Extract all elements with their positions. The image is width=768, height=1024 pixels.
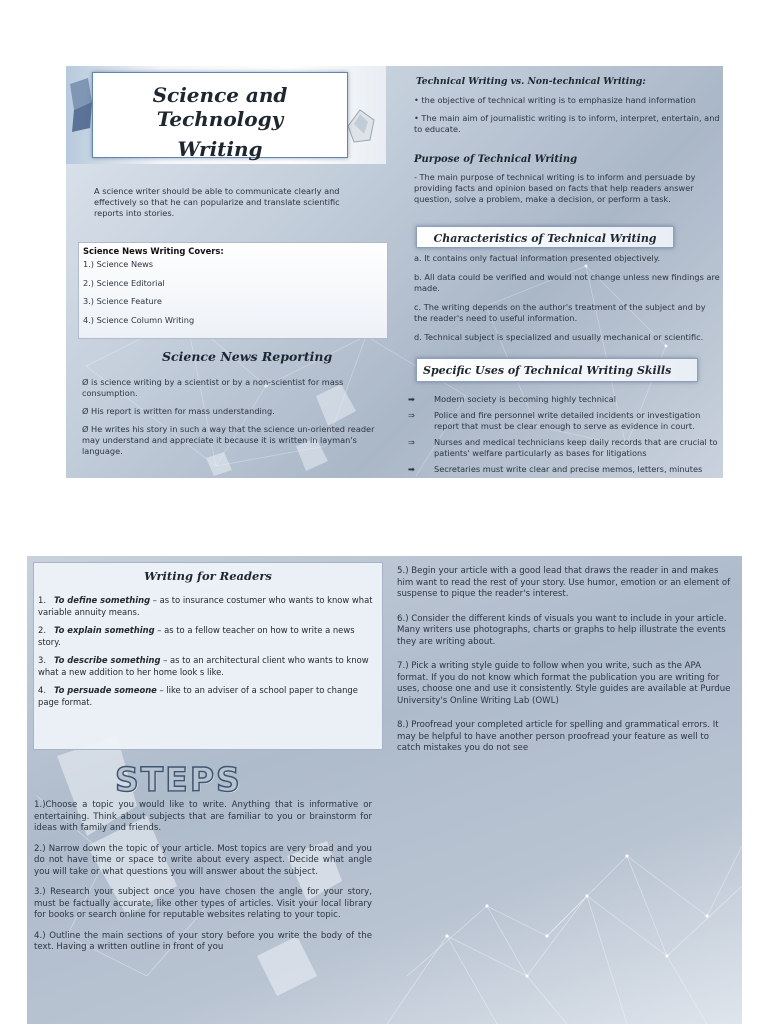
- title-box: [92, 72, 348, 161]
- tech-vs-non-list: [414, 95, 720, 142]
- uses-item-text: Nurses and medical technicians keep daily records that are crucial to patients' welfare particularly as bases for litigations: [434, 437, 718, 458]
- step-item: 3.) Research your subject once you have chosen the angle for your story, must be factually accurate, like other types of articles. Visit your local library for books or search online for reputable websites relating to your topic.: [34, 887, 372, 920]
- uses-item: [408, 464, 718, 475]
- step-item: 5.) Begin your article with a good lead that draws the reader in and makes him want to read the rest of your story. Use humor, emotion or an element of suspense to pique the reader's interest.: [397, 566, 731, 599]
- brochure-page-2: [27, 556, 742, 1024]
- covers-box: [78, 242, 388, 339]
- writing-for-readers-heading: Writing for Readers: [144, 569, 272, 583]
- uses-item: [408, 410, 718, 432]
- characteristic-item: d. Technical subject is specialized and usually mechanical or scientific.: [414, 332, 704, 342]
- steps-right-column: [397, 566, 735, 768]
- reporting-item: Ø He writes his story in such a way that the science un-oriented reader may understand and appreciate it because it is written in layman's language.: [82, 424, 375, 456]
- readers-item-purpose: To describe something: [54, 655, 161, 665]
- covers-item: 1.) Science News: [83, 259, 154, 269]
- covers-heading: Science News Writing Covers:: [83, 246, 224, 256]
- readers-item-text: – as to insurance costumer who wants to know what variable annuity means.: [38, 595, 373, 617]
- step-item: 8.) Proofread your completed article for spelling and grammatical errors. It may be helpful to have another person proofread your feature as well to catch mistakes you do not see: [397, 720, 719, 753]
- uses-item-text: Secretaries must write clear and precise memos, letters, minutes: [434, 464, 703, 474]
- crystal-icon: [344, 106, 378, 146]
- uses-heading-box: [416, 358, 698, 382]
- characteristics-heading: Characteristics of Technical Writing: [433, 232, 657, 245]
- reporting-list: [82, 377, 384, 464]
- readers-item-text: – like to an adviser of a school paper to change page format.: [38, 685, 358, 707]
- arrow-icon: ➡: [408, 464, 415, 474]
- uses-heading: Specific Uses of Technical Writing Skills: [423, 364, 672, 377]
- purpose-text: - The main purpose of technical writing is to inform and persuade by providing facts and opinion based on facts that help readers answer question, solve a problem, make a decision, or perform a task.: [414, 172, 696, 204]
- readers-item: [38, 595, 378, 618]
- intro-paragraph: A science writer should be able to communicate clearly and effectively so that he can popularize and translate scientific reports into stories.: [94, 186, 340, 218]
- characteristics-list: [414, 253, 720, 351]
- title-line-1: Science and Technology: [152, 83, 288, 131]
- step-item: 1.)Choose a topic you would like to write. Anything that is informative or entertaining. Think about subjects that are familiar to you or brainstorm for ideas with family and friends.: [34, 800, 372, 833]
- covers-item: 3.) Science Feature: [83, 296, 162, 306]
- readers-item-number: 4.: [38, 685, 46, 695]
- reporting-item: Ø His report is written for mass understanding.: [82, 406, 275, 416]
- arrow-icon: ⇒: [408, 410, 415, 420]
- title-line-2: Writing: [177, 137, 263, 161]
- tech-vs-non-item: • the objective of technical writing is to emphasize hand information: [414, 95, 696, 105]
- cube-icon: [66, 74, 94, 134]
- readers-item: [38, 685, 378, 708]
- characteristics-heading-box: [416, 226, 674, 248]
- uses-item-text: Modern society is becoming highly technical: [434, 394, 616, 404]
- readers-item-number: 3.: [38, 655, 46, 665]
- covers-list: [79, 257, 387, 335]
- steps-left-column: [34, 800, 372, 963]
- uses-list: [408, 394, 718, 478]
- reporting-heading: Science News Reporting: [162, 349, 333, 364]
- readers-item-text: – as to an architectural client who wants to know what a new addition to her home look s like.: [38, 655, 369, 677]
- readers-item-number: 2.: [38, 625, 46, 635]
- writing-for-readers-box: [33, 562, 383, 750]
- step-item: 6.) Consider the different kinds of visuals you want to include in your article. Many writers use photographs, charts or graphs to help illustrate the events they are writing about.: [397, 613, 727, 647]
- readers-item: [38, 655, 378, 678]
- tech-vs-non-heading: Technical Writing vs. Non-technical Writing:: [416, 76, 646, 87]
- step-item: 4.) Outline the main sections of your story before you write the body of the text. Having a written outline in front of you: [34, 930, 372, 952]
- readers-item-purpose: To define something: [54, 595, 151, 605]
- readers-item-text: – as to a fellow teacher on how to write a news story.: [38, 625, 355, 647]
- purpose-heading: Purpose of Technical Writing: [414, 154, 578, 165]
- readers-item-purpose: To explain something: [54, 625, 155, 635]
- tech-vs-non-item: • The main aim of journalistic writing is to inform, interpret, entertain, and to educate.: [414, 113, 720, 134]
- steps-title: STEPS: [115, 760, 242, 799]
- covers-item: 4.) Science Column Writing: [83, 314, 195, 325]
- uses-item: [408, 437, 718, 459]
- characteristic-item: a. It contains only factual information presented objectively.: [414, 253, 661, 263]
- characteristic-item: c. The writing depends on the author's treatment of the subject and by the reader's need to useful information.: [414, 302, 706, 323]
- reporting-item: Ø is science writing by a scientist or by a non-scientist for mass consumption.: [82, 377, 344, 398]
- uses-item: [408, 394, 718, 405]
- covers-item: 2.) Science Editorial: [83, 277, 165, 288]
- readers-item-purpose: To persuade someone: [54, 685, 157, 695]
- step-item: 2.) Narrow down the topic of your article. Most topics are very broad and you do not have time or space to write about every aspect. Decide what angle you will take or what questions you will answer about the subject.: [34, 843, 372, 877]
- readers-item: [38, 625, 378, 648]
- arrow-icon: ➡: [408, 394, 415, 404]
- step-item: 7.) Pick a writing style guide to follow when you write, such as the APA format. If you do not know which format the publication you are writing for uses, choose one and use it consistently. Style guides are available at Purdue University's Online Writing Lab (OWL): [397, 661, 731, 706]
- brochure-page-1: [66, 66, 723, 478]
- writing-for-readers-list: [34, 595, 382, 708]
- arrow-icon: ⇒: [408, 437, 415, 447]
- readers-item-number: 1.: [38, 595, 46, 605]
- uses-item-text: Police and fire personnel write detailed incidents or investigation report that must be clear enough to serve as evidence in court.: [434, 410, 701, 431]
- characteristic-item: b. All data could be verified and would not change unless new findings are made.: [414, 272, 720, 293]
